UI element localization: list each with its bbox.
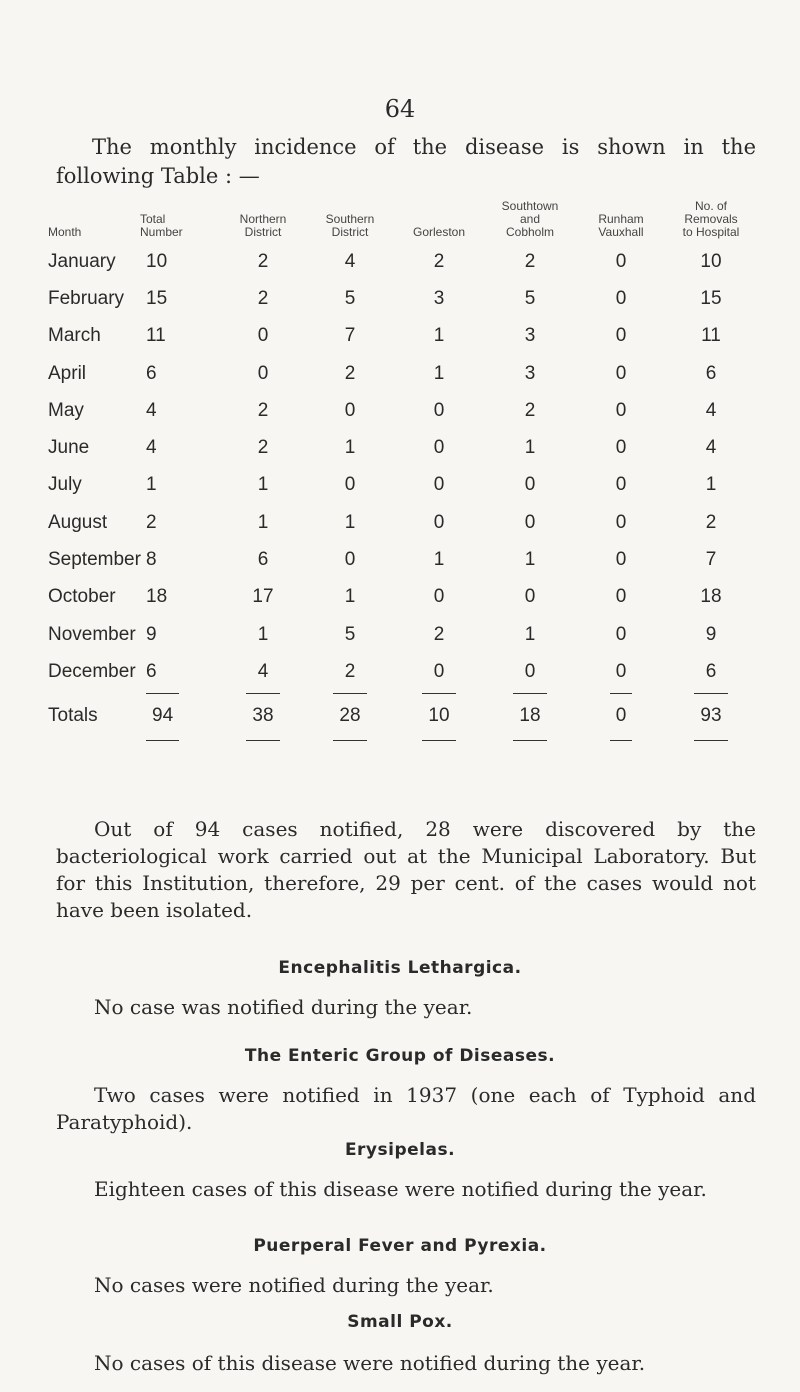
column-header: Southern District xyxy=(325,212,375,239)
total-cell: 6 xyxy=(146,660,157,682)
column-header: No. of Removals to Hospital xyxy=(682,199,740,239)
month-cell: November xyxy=(48,623,136,645)
totals-cell-wrapper xyxy=(220,691,306,741)
table-cell: 6 xyxy=(257,549,269,571)
table-cell: 18 xyxy=(700,586,722,608)
table-cell: 2 xyxy=(524,399,536,421)
table-cell: 0 xyxy=(433,660,445,682)
table-cell: 0 xyxy=(615,437,627,459)
column-header: Total Number xyxy=(140,212,183,239)
table-row xyxy=(48,653,756,690)
total-cell: 8 xyxy=(146,549,157,571)
intro-paragraph xyxy=(56,133,756,191)
table-cell: 0 xyxy=(615,287,627,309)
table-cell: 1 xyxy=(433,325,445,347)
total-cell: 18 xyxy=(146,586,168,608)
table-cell: 4 xyxy=(705,399,717,421)
section-heading-encephalitis: Encephalitis Lethargica. xyxy=(278,958,522,978)
table-cell: 0 xyxy=(344,474,356,496)
table-cell: 0 xyxy=(615,549,627,571)
month-cell: September xyxy=(48,549,141,571)
table-cell: 0 xyxy=(433,399,445,421)
table-cell: 1 xyxy=(257,511,269,533)
column-header: Month xyxy=(48,225,82,239)
table-cell: 1 xyxy=(433,549,445,571)
table-row xyxy=(48,280,756,317)
total-cell: 1 xyxy=(146,474,157,496)
table-row xyxy=(48,579,756,616)
intro-line-1: The monthly incidence of the disease is shown in the xyxy=(92,135,756,159)
month-cell: December xyxy=(48,660,136,682)
total-cell: 2 xyxy=(146,511,157,533)
table-cell: 15 xyxy=(700,287,722,309)
table-cell: 10 xyxy=(700,250,722,272)
table-cell: 4 xyxy=(344,250,356,272)
table-cell: 1 xyxy=(257,623,269,645)
month-cell: February xyxy=(48,287,125,309)
table-cell: 0 xyxy=(433,437,445,459)
totals-cell: 93 xyxy=(694,705,727,727)
table-cell: 0 xyxy=(257,325,269,347)
table-cell: 1 xyxy=(344,586,356,608)
table-cell: 0 xyxy=(433,586,445,608)
table-cell: 4 xyxy=(705,437,717,459)
table-cell: 2 xyxy=(344,362,356,384)
total-cell: 15 xyxy=(146,287,168,309)
section-heading-smallpox: Small Pox. xyxy=(347,1312,453,1332)
month-cell: August xyxy=(48,511,108,533)
table-cell: 7 xyxy=(705,549,717,571)
month-cell: April xyxy=(48,362,87,384)
month-cell: July xyxy=(48,474,82,496)
month-cell: January xyxy=(48,250,116,272)
intro-line-2: following Table : — xyxy=(56,164,260,188)
table-cell: 0 xyxy=(615,586,627,608)
table-cell: 2 xyxy=(524,250,536,272)
table-cell: 0 xyxy=(524,586,536,608)
table-cell: 0 xyxy=(524,511,536,533)
section-heading-enteric: The Enteric Group of Diseases. xyxy=(244,1046,556,1066)
table-cell: 2 xyxy=(433,250,445,272)
table-cell: 0 xyxy=(524,474,536,496)
bacteriological-paragraph: Out of 94 cases notified, 28 were discovered by the bacteriological work carried out at the Municipal Laboratory. But for this Institution, therefore, 29 per cent. of the cases would not have been isolated. xyxy=(56,817,756,922)
totals-cell: 94 xyxy=(146,705,179,727)
totals-cell: 18 xyxy=(513,705,546,727)
table-cell: 5 xyxy=(524,287,536,309)
table-cell: 6 xyxy=(705,362,717,384)
page-number: 64 xyxy=(384,95,416,123)
table-cell: 3 xyxy=(524,325,536,347)
table-cell: 0 xyxy=(433,474,445,496)
table-cell: 9 xyxy=(705,623,717,645)
totals-cell: 38 xyxy=(246,705,279,727)
section-heading-erysipelas: Erysipelas. xyxy=(344,1140,456,1160)
table-cell: 2 xyxy=(433,623,445,645)
section-text-smallpox: No cases of this disease were notified during the year. xyxy=(94,1351,646,1375)
table-row xyxy=(48,429,756,466)
table-cell: 3 xyxy=(433,287,445,309)
table-row xyxy=(48,355,756,392)
total-cell: 6 xyxy=(146,362,157,384)
total-cell: 4 xyxy=(146,399,157,421)
table-cell: 0 xyxy=(257,362,269,384)
table-cell: 0 xyxy=(615,474,627,496)
totals-cell-wrapper xyxy=(666,691,756,741)
table-cell: 1 xyxy=(433,362,445,384)
table-cell: 1 xyxy=(524,549,536,571)
table-cell: 5 xyxy=(344,623,356,645)
table-cell: 1 xyxy=(524,623,536,645)
table-cell: 5 xyxy=(344,287,356,309)
table-cell: 0 xyxy=(344,549,356,571)
monthly-incidence-table xyxy=(48,200,756,741)
table-cell: 0 xyxy=(615,660,627,682)
totals-cell: 28 xyxy=(333,705,366,727)
table-cell: 0 xyxy=(524,660,536,682)
month-cell: May xyxy=(48,399,84,421)
section-text-encephalitis: No case was notified during the year. xyxy=(94,995,473,1019)
column-header: Runham Vauxhall xyxy=(598,212,644,239)
section-text-erysipelas: Eighteen cases of this disease were notified during the year. xyxy=(94,1177,707,1201)
table-cell: 0 xyxy=(615,623,627,645)
month-cell: March xyxy=(48,325,101,347)
table-cell: 6 xyxy=(705,660,717,682)
total-cell: 10 xyxy=(146,250,168,272)
table-row xyxy=(48,541,756,578)
total-cell: 11 xyxy=(146,325,166,347)
table-cell: 2 xyxy=(705,511,717,533)
section-heading-puerperal: Puerperal Fever and Pyrexia. xyxy=(253,1236,547,1256)
table-cell: 2 xyxy=(257,399,269,421)
totals-cell-wrapper xyxy=(484,691,576,741)
table-row xyxy=(48,392,756,429)
section-text-enteric: Two cases were notified in 1937 (one each of Typhoid and Paratyphoid). xyxy=(56,1083,756,1134)
table-cell: 17 xyxy=(252,586,274,608)
table-cell: 0 xyxy=(615,362,627,384)
table-row xyxy=(48,243,756,280)
total-cell: 4 xyxy=(146,437,157,459)
table-cell: 1 xyxy=(705,474,717,496)
table-cell: 3 xyxy=(524,362,536,384)
totals-row xyxy=(48,691,756,741)
table-row xyxy=(48,467,756,504)
table-cell: 0 xyxy=(615,511,627,533)
table-cell: 7 xyxy=(344,325,356,347)
totals-cell-wrapper xyxy=(306,691,394,741)
table-row xyxy=(48,616,756,653)
table-header-row xyxy=(48,200,756,243)
totals-label: Totals xyxy=(48,704,98,726)
table-cell: 11 xyxy=(701,325,721,347)
section-text-puerperal: No cases were notified during the year. xyxy=(94,1273,494,1297)
column-header: Southtown and Cobholm xyxy=(501,199,559,239)
totals-cell: 0 xyxy=(610,705,633,727)
table-cell: 0 xyxy=(615,325,627,347)
table-cell: 1 xyxy=(524,437,536,459)
totals-cell-wrapper xyxy=(140,691,220,741)
totals-cell: 10 xyxy=(422,705,455,727)
column-header: Northern District xyxy=(239,212,287,239)
table-cell: 2 xyxy=(257,250,269,272)
table-cell: 0 xyxy=(344,399,356,421)
totals-cell-wrapper xyxy=(576,691,666,741)
table-cell: 2 xyxy=(344,660,356,682)
totals-cell-wrapper xyxy=(394,691,484,741)
table-cell: 1 xyxy=(344,511,356,533)
table-cell: 0 xyxy=(433,511,445,533)
table-row xyxy=(48,318,756,355)
table-row xyxy=(48,504,756,541)
table-cell: 1 xyxy=(257,474,269,496)
month-cell: October xyxy=(48,586,116,608)
table-cell: 0 xyxy=(615,399,627,421)
table-cell: 1 xyxy=(344,437,356,459)
month-cell: June xyxy=(48,437,90,459)
column-header: Gorleston xyxy=(412,225,466,239)
table-cell: 4 xyxy=(257,660,269,682)
table-cell: 2 xyxy=(257,437,269,459)
total-cell: 9 xyxy=(146,623,157,645)
table-cell: 0 xyxy=(615,250,627,272)
table-cell: 2 xyxy=(257,287,269,309)
